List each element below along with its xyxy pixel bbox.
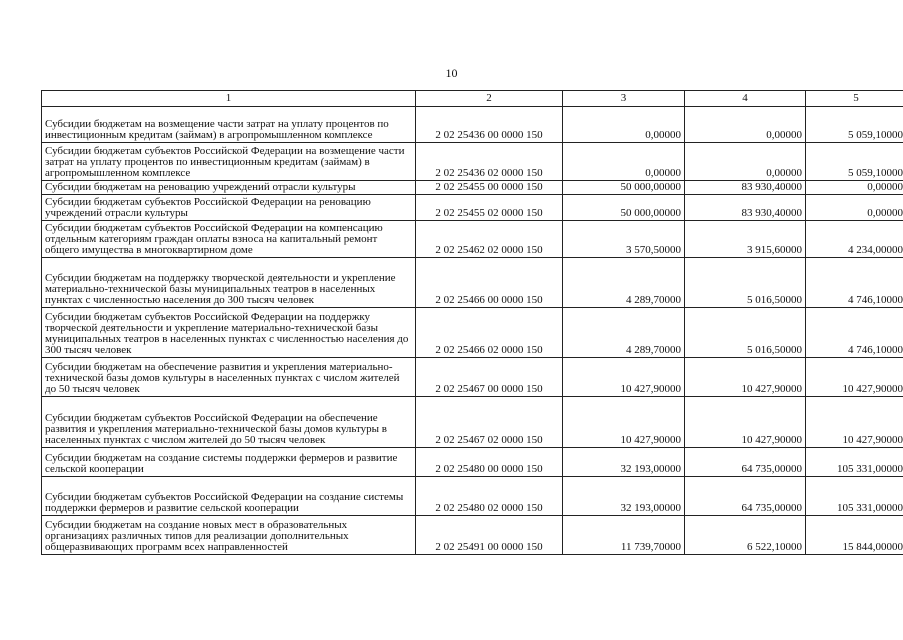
subsidy-name: Субсидии бюджетам субъектов Российской Федерации на создание системы поддержки фермеров и развитие сельской кооперации (42, 477, 416, 516)
amount-col3: 0,00000 (563, 143, 685, 181)
budget-code: 2 02 25455 02 0000 150 (416, 195, 563, 221)
subsidy-name: Субсидии бюджетам на поддержку творческой деятельности и укрепление материально-технической базы муниципальных театров в населенных пунктах с численностью населения до 300 тысяч человек (42, 258, 416, 308)
amount-col3: 32 193,00000 (563, 477, 685, 516)
table-row (42, 221, 903, 258)
column-header: 4 (685, 91, 806, 107)
amount-col5: 105 331,00000 (806, 448, 903, 477)
amount-col5: 5 059,10000 (806, 107, 903, 143)
table-row (42, 195, 903, 221)
header-row (42, 91, 903, 107)
budget-code: 2 02 25480 02 0000 150 (416, 477, 563, 516)
amount-col4: 5 016,50000 (685, 258, 806, 308)
amount-col4: 83 930,40000 (685, 195, 806, 221)
amount-col4: 0,00000 (685, 107, 806, 143)
amount-col5: 4 746,10000 (806, 308, 903, 358)
amount-col4: 3 915,60000 (685, 221, 806, 258)
amount-col3: 32 193,00000 (563, 448, 685, 477)
amount-col3: 4 289,70000 (563, 308, 685, 358)
budget-code: 2 02 25480 00 0000 150 (416, 448, 563, 477)
amount-col4: 10 427,90000 (685, 397, 806, 448)
subsidy-name: Субсидии бюджетам субъектов Российской Федерации на обеспечение развития и укрепления материально-технической базы домов культуры в населенных пунктах с числом жителей до 50 тысяч человек (42, 397, 416, 448)
page-number: 10 (445, 66, 458, 80)
amount-col5: 10 427,90000 (806, 358, 903, 397)
amount-col5: 0,00000 (806, 181, 903, 195)
budget-code: 2 02 25491 00 0000 150 (416, 516, 563, 555)
subsidy-name: Субсидии бюджетам субъектов Российской Федерации на компенсацию отдельным категориям граждан оплаты взноса на капитальный ремонт общего имущества в многоквартирном доме (42, 221, 416, 258)
subsidy-name: Субсидии бюджетам субъектов Российской Федерации на поддержку творческой деятельности и укрепление материально-технической базы муниципальных театров в населенных пунктах с численностью населения до 300 тысяч человек (42, 308, 416, 358)
amount-col5: 4 234,00000 (806, 221, 903, 258)
budget-code: 2 02 25466 00 0000 150 (416, 258, 563, 308)
budget-code: 2 02 25436 02 0000 150 (416, 143, 563, 181)
amount-col3: 11 739,70000 (563, 516, 685, 555)
amount-col4: 64 735,00000 (685, 477, 806, 516)
amount-col3: 10 427,90000 (563, 397, 685, 448)
table-row (42, 308, 903, 358)
amount-col5: 5 059,10000 (806, 143, 903, 181)
budget-code: 2 02 25462 02 0000 150 (416, 221, 563, 258)
amount-col4: 6 522,10000 (685, 516, 806, 555)
column-header: 3 (563, 91, 685, 107)
table-row (42, 358, 903, 397)
subsidy-name: Субсидии бюджетам на создание системы поддержки фермеров и развитие сельской кооперации (42, 448, 416, 477)
amount-col5: 4 746,10000 (806, 258, 903, 308)
amount-col3: 50 000,00000 (563, 181, 685, 195)
amount-col4: 0,00000 (685, 143, 806, 181)
amount-col3: 3 570,50000 (563, 221, 685, 258)
amount-col5: 10 427,90000 (806, 397, 903, 448)
budget-table (41, 90, 903, 555)
budget-code: 2 02 25455 00 0000 150 (416, 181, 563, 195)
subsidy-name: Субсидии бюджетам на возмещение части затрат на уплату процентов по инвестиционным кредитам (займам) в агропромышленном комплексе (42, 107, 416, 143)
column-header: 2 (416, 91, 563, 107)
subsidy-name: Субсидии бюджетам субъектов Российской Федерации на реновацию учреждений отрасли культуры (42, 195, 416, 221)
table-row (42, 181, 903, 195)
table-row (42, 516, 903, 555)
table-row (42, 448, 903, 477)
amount-col3: 4 289,70000 (563, 258, 685, 308)
amount-col4: 5 016,50000 (685, 308, 806, 358)
table-row (42, 107, 903, 143)
amount-col4: 64 735,00000 (685, 448, 806, 477)
amount-col5: 15 844,00000 (806, 516, 903, 555)
table-row (42, 477, 903, 516)
table-row (42, 258, 903, 308)
amount-col4: 83 930,40000 (685, 181, 806, 195)
amount-col3: 10 427,90000 (563, 358, 685, 397)
column-header: 5 (806, 91, 903, 107)
table-row (42, 143, 903, 181)
budget-code: 2 02 25467 00 0000 150 (416, 358, 563, 397)
subsidy-name: Субсидии бюджетам субъектов Российской Федерации на возмещение части затрат на уплату процентов по инвестиционным кредитам (займам) в агропромышленном комплексе (42, 143, 416, 181)
budget-code: 2 02 25436 00 0000 150 (416, 107, 563, 143)
budget-code: 2 02 25467 02 0000 150 (416, 397, 563, 448)
amount-col5: 0,00000 (806, 195, 903, 221)
table-row (42, 397, 903, 448)
amount-col4: 10 427,90000 (685, 358, 806, 397)
budget-code: 2 02 25466 02 0000 150 (416, 308, 563, 358)
subsidy-name: Субсидии бюджетам на обеспечение развития и укрепления материально-технической базы домов культуры в населенных пунктах с числом жителей до 50 тысяч человек (42, 358, 416, 397)
subsidy-name: Субсидии бюджетам на реновацию учреждений отрасли культуры (42, 181, 416, 195)
column-header: 1 (42, 91, 416, 107)
amount-col3: 0,00000 (563, 107, 685, 143)
amount-col3: 50 000,00000 (563, 195, 685, 221)
amount-col5: 105 331,00000 (806, 477, 903, 516)
subsidy-name: Субсидии бюджетам на создание новых мест в образовательных организациях различных типов для реализации дополнительных общеразвивающих программ всех направленностей (42, 516, 416, 555)
